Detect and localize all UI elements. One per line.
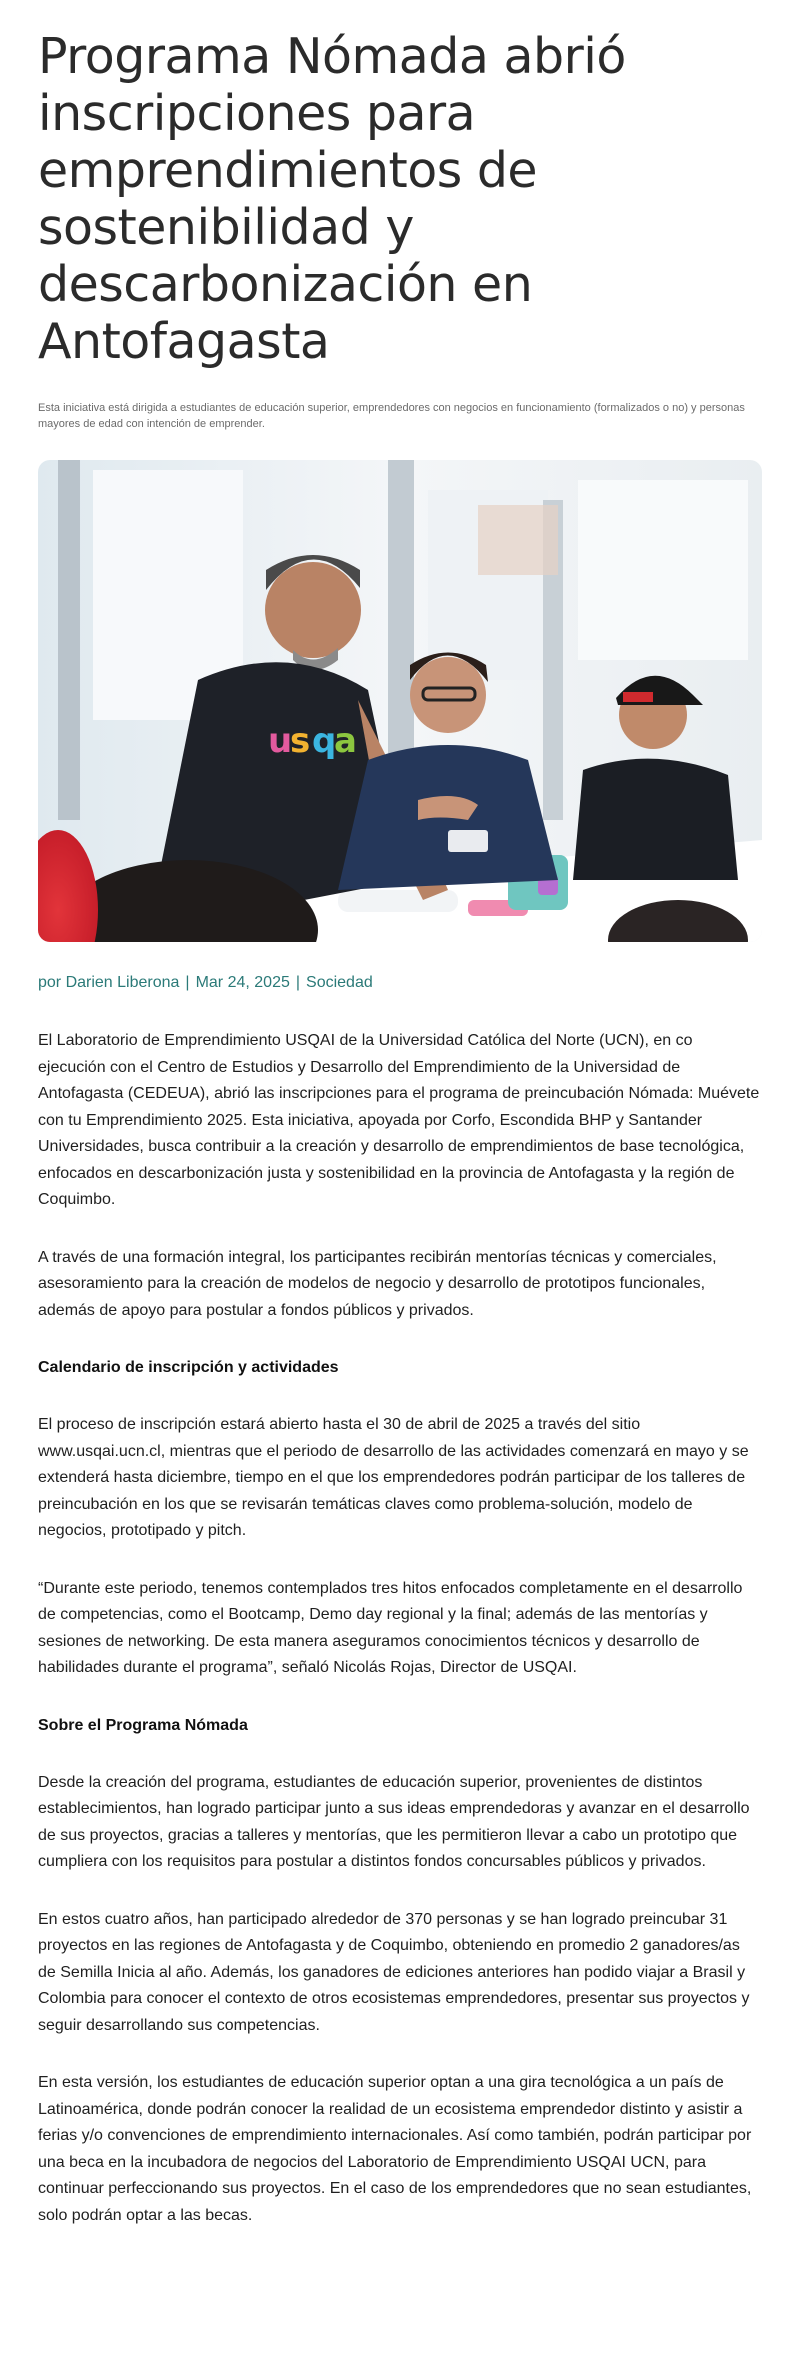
author-link[interactable]: por Darien Liberona (38, 974, 180, 991)
svg-text:s: s (290, 721, 311, 761)
meta-separator: | (295, 974, 301, 991)
meta-separator: | (185, 974, 190, 991)
quote-paragraph: “Durante este periodo, tenemos contemplados tres hitos enfocados completamente en el desarrollo de competencias, como el Bootcamp, Demo day regional y la final; además de las mentorías y sesiones de networking. De esta manera aseguramos conocimientos técnicos y desarrollo de habilidades durante el programa”, señaló Nicolás Rojas, Director de USQAI. (38, 1579, 743, 1676)
paragraph: El proceso de inscripción estará abierto hasta el 30 de abril de 2025 a través del sitio www.usqai.ucn.cl, mientras que el periodo de desarrollo de las actividades comenzará en mayo y se extenderá hasta diciembre, tiempo en el que los emprendedores podrán participar de los talleres de preincubación en los que se revisarán temáticas claves como problema-solución, modelo de negocios, prototipado y pitch. (38, 1416, 749, 1539)
article-title: Programa Nómada abrió inscripciones para emprendimientos de sostenibilidad y descarbonización en Antofagasta (38, 28, 626, 370)
paragraph: En estos cuatro años, han participado alrededor de 370 personas y se han logrado preincubar 31 proyectos en las regiones de Antofagasta y de Coquimbo, obteniendo en promedio 2 ganadores/as de Semilla Inicia al año. Además, los ganadores de ediciones anteriores han podido viajar a Brasil y Colombia para conocer el contexto de otros ecosistemas emprendedores, presentar sus proyectos y seguir desarrollando sus competencias. (38, 1910, 750, 2034)
svg-text:a: a (334, 721, 357, 761)
article-body (38, 1028, 762, 2229)
section-heading: Sobre el Programa Nómada (38, 1716, 248, 1734)
paragraph: El Laboratorio de Emprendimiento USQAI de la Universidad Católica del Norte (UCN), en co ejecución con el Centro de Estudios y Desarrollo del Emprendimiento de la Universidad de Antofagasta (CEDEUA), abrió las inscripciones para el programa de preincubación Nómada: Muévete con tu Emprendimiento 2025. Esta iniciativa, apoyada por Corfo, Escondida BHP y Santander Universidades, busca contribuir a la creación y desarrollo de emprendimientos de base tecnológica, enfocados en descarbonización justa y sostenibilidad en la provincia de Antofagasta y la región de Coquimbo. (38, 1032, 760, 1208)
hero-photo (38, 460, 762, 942)
publish-date: Mar 24, 2025 (195, 974, 290, 991)
paragraph: A través de una formación integral, los participantes recibirán mentorías técnicas y comerciales, asesoramiento para la creación de modelos de negocio y desarrollo de prototipos funcionales, además de apoyo para postular a fondos públicos y privados. (38, 1248, 717, 1319)
svg-text:u: u (268, 721, 293, 761)
section-heading: Calendario de inscripción y actividades (38, 1359, 339, 1376)
paragraph: En esta versión, los estudiantes de educación superior optan a una gira tecnológica a un país de Latinoamérica, donde podrán conocer la realidad de un ecosistema emprendedor distinto y asistir a ferias y/o convenciones de emprendimiento internacionales. Así como también, podrán participar por una beca en la incubadora de negocios del Laboratorio de Emprendimiento USQAI UCN, para continuar perfeccionando sus proyectos. En el caso de los emprendedores que no sean estudiantes, solo podrán optar a las becas. (38, 2074, 752, 2224)
paragraph: Desde la creación del programa, estudiantes de educación superior, provenientes de distintos establecimientos, han logrado participar junto a sus ideas emprendedoras y avanzar en el desarrollo de sus proyectos, gracias a talleres y mentorías, que les permitieron llevar a cabo un prototipo que cumpliera con los requisitos para postular a distintos fondos concursables públicos y privados. (38, 1773, 750, 1870)
article-subtitle: Esta iniciativa está dirigida a estudiantes de educación superior, emprendedores con negocios en funcionamiento (formalizados o no) y personas mayores de edad con intención de emprender. (38, 402, 745, 430)
category-link[interactable]: Sociedad (306, 974, 373, 991)
svg-text:q: q (312, 721, 337, 761)
article-meta (38, 974, 762, 992)
